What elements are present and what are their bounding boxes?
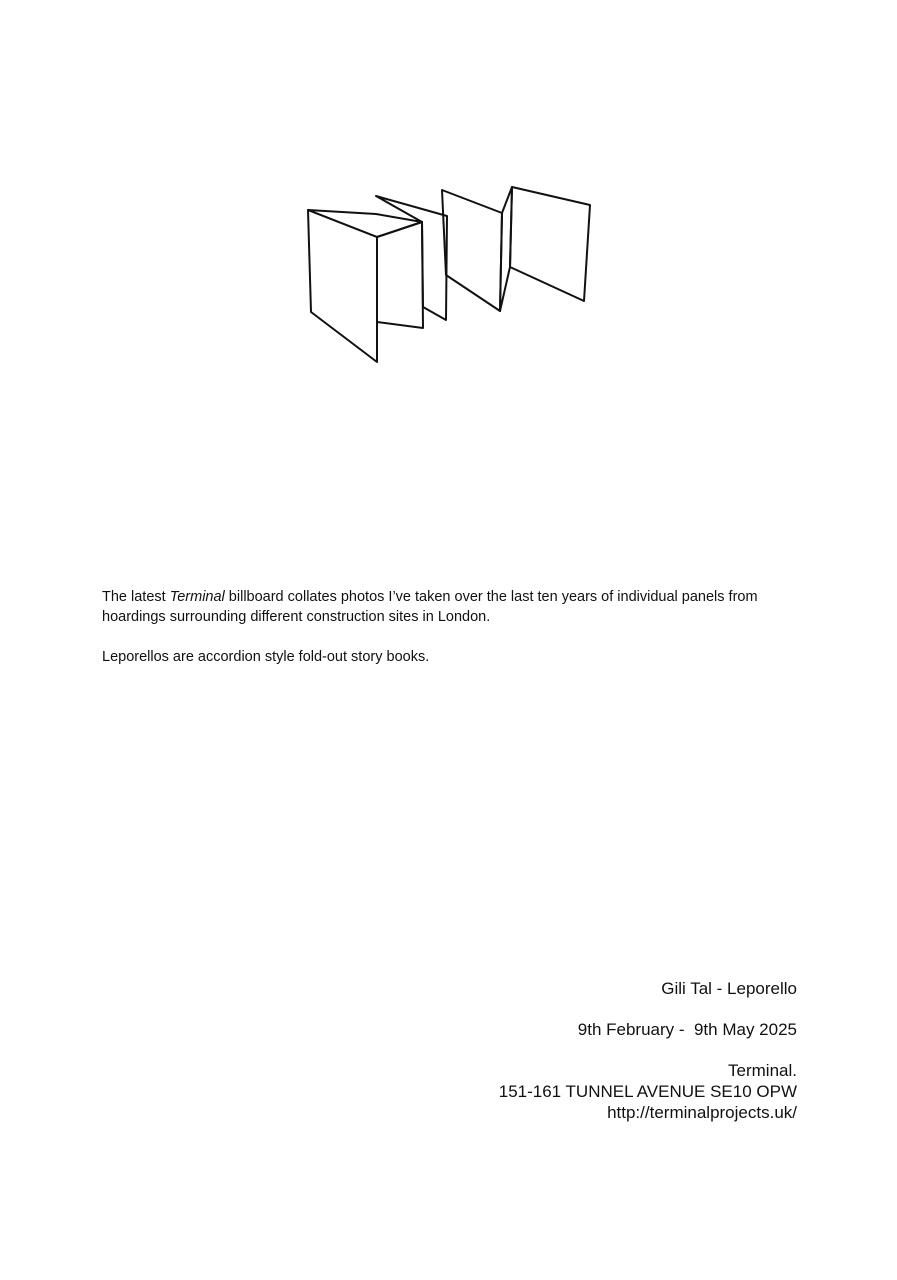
- venue-url-link[interactable]: http://terminalprojects.uk/: [607, 1103, 797, 1122]
- terminal-italic-title: Terminal: [169, 589, 225, 605]
- leporello-illustration-icon: [290, 175, 610, 375]
- leporello-panel-3: [377, 222, 423, 328]
- leporello-panel-4: [376, 196, 447, 320]
- intro-text-start: The latest: [102, 589, 170, 605]
- intro-text-rest: billboard collates photos I’ve taken over the last ten years of individual panels from hoardings surrounding different construction sites in London.: [102, 589, 758, 625]
- exhibition-title: Gili Tal - Leporello: [661, 979, 797, 998]
- intro-paragraph-2: Leporellos are accordion style fold-out story books.: [102, 649, 430, 665]
- intro-paragraph-1: [102, 587, 802, 627]
- venue-name: Terminal.: [728, 1061, 797, 1080]
- intro-text: [102, 587, 802, 667]
- leporello-panel-7: [510, 187, 590, 301]
- exhibition-dates: 9th February - 9th May 2025: [577, 1020, 797, 1039]
- exhibition-info: [499, 978, 797, 1123]
- leporello-panel-2: [308, 210, 422, 237]
- leporello-panel-5: [442, 190, 502, 311]
- venue-address: 151-161 TUNNEL AVENUE SE10 OPW: [498, 1082, 797, 1101]
